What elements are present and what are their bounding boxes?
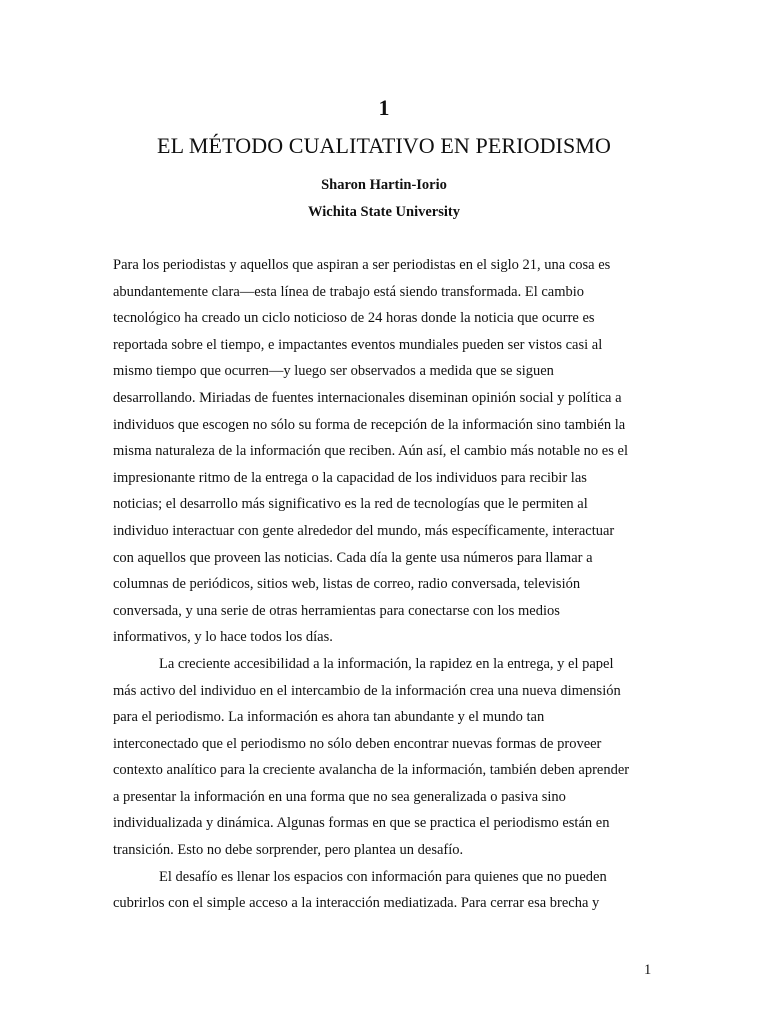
text-line: transición. Esto no debe sorprender, pero plantea un desafío.	[113, 842, 464, 859]
text-line: conversada, y una serie de otras herramientas para conectarse con los medios	[113, 602, 560, 619]
text-line: informativos, y lo hace todos los días.	[113, 629, 333, 646]
text-line: con aquellos que proveen las noticias. Cada día la gente usa números para llamar a	[113, 549, 593, 566]
text-line: La creciente accesibilidad a la información, la rapidez en la entrega, y el papel	[159, 655, 614, 672]
text-line: columnas de periódicos, sitios web, listas de correo, radio conversada, televisión	[113, 576, 581, 593]
text-line: mismo tiempo que ocurren—y luego ser observados a medida que se siguen	[113, 363, 554, 380]
page-number: 1	[644, 962, 652, 978]
text-line: abundantemente clara—esta línea de trabajo está siendo transformada. El cambio	[113, 283, 585, 300]
paragraph	[113, 252, 653, 651]
text-line: Para los periodistas y aquellos que aspiran a ser periodistas en el siglo 21, una cosa es	[113, 257, 611, 273]
chapter-number: 1	[378, 95, 390, 120]
text-line: más activo del individuo en el intercambio de la información crea una nueva dimensión	[113, 682, 621, 699]
body-text	[113, 252, 653, 917]
paragraph	[113, 651, 653, 864]
chapter-title: EL MÉTODO CUALITATIVO EN PERIODISMO	[157, 133, 611, 158]
text-line: para el periodismo. La información es ahora tan abundante y el mundo tan	[113, 709, 545, 726]
text-line: noticias; el desarrollo más significativo es la red de tecnologías que le permiten al	[113, 496, 588, 513]
text-line: cubrirlos con el simple acceso a la interacción mediatizada. Para cerrar esa brecha y	[113, 895, 600, 912]
text-line: a presentar la información en una forma que no sea generalizada o pasiva sino	[113, 788, 566, 805]
text-line: El desafío es llenar los espacios con información para quienes que no pueden	[159, 868, 607, 885]
text-line: individuo interactuar con gente alrededor del mundo, más específicamente, interactuar	[113, 522, 615, 539]
text-line: interconectado que el periodismo no sólo deben encontrar nuevas formas de proveer	[113, 735, 602, 752]
text-line: desarrollando. Miriadas de fuentes internacionales diseminan opinión social y política a	[113, 389, 622, 406]
text-line: tecnológico ha creado un ciclo noticioso de 24 horas donde la noticia que ocurre es	[113, 310, 595, 327]
paragraph	[113, 864, 653, 917]
text-line: contexto analítico para la creciente avalancha de la información, también deben aprender	[113, 762, 630, 779]
text-line: individuos que escogen no sólo su forma de recepción de la información sino también la	[113, 416, 626, 433]
text-line: individualizada y dinámica. Algunas formas en que se practica el periodismo están en	[113, 815, 610, 832]
author-affiliation: Wichita State University	[308, 204, 460, 220]
text-line: impresionante ritmo de la entrega o la capacidad de los individuos para recibir las	[113, 469, 587, 486]
text-line: misma naturaleza de la información que reciben. Aún así, el cambio más notable no es el	[113, 443, 628, 460]
text-line: reportada sobre el tiempo, e impactantes eventos mundiales pueden ser vistos casi al	[113, 336, 603, 353]
author-name: Sharon Hartin-Iorio	[321, 177, 447, 193]
